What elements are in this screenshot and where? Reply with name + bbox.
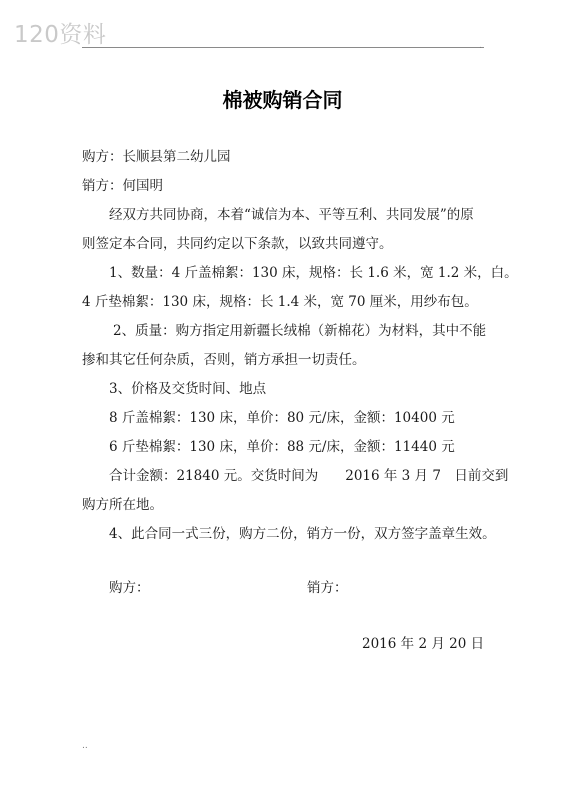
intro-line-1: 经双方共同协商，本着“诚信为本、平等互利、共同发展”的原 <box>109 207 474 223</box>
clause1-line-2: 4 斤垫棉絮：130 床，规格：长 1.4 米，宽 70 厘米，用纱布包。 <box>82 294 478 310</box>
clause3-item-2: 6 斤垫棉絮：130 床，单价：88 元/床，金额：11440 元 <box>109 439 455 455</box>
buyer-line: 购方：长顺县第二幼儿园 <box>82 149 231 165</box>
clause2-line-2: 掺和其它任何杂质，否则，销方承担一切责任。 <box>82 352 366 368</box>
clause3-heading: 3、价格及交货时间、地点 <box>109 381 267 397</box>
contract-date: 2016 年 2 月 20 日 <box>362 636 485 652</box>
clause2-line-1: 2、质量：购方指定用新疆长绒棉（新棉花）为材料，其中不能 <box>113 323 487 339</box>
header-mark: . <box>479 41 482 51</box>
footer-mark: .. <box>82 741 88 751</box>
clause1-line-1: 1、数量：4 斤盖棉絮：130 床，规格：长 1.6 米，宽 1.2 米，白。 <box>109 265 518 281</box>
intro-line-2: 则签定本合同，共同约定以下条款，以致共同遵守。 <box>82 236 393 252</box>
clause3-item-1: 8 斤盖棉絮：130 床，单价：80 元/床，金额：10400 元 <box>109 410 455 426</box>
watermark-logo: 120资料 <box>14 22 107 48</box>
clause3-total-cont: 购方所在地。 <box>82 497 163 513</box>
header-rule <box>82 47 484 48</box>
clause4-line: 4、此合同一式三份，购方二份，销方一份，双方签字盖章生效。 <box>109 526 496 542</box>
seller-line: 销方：何国明 <box>82 178 163 194</box>
seller-signature-label: 销方： <box>307 580 348 596</box>
contract-title: 棉被购销合同 <box>222 88 343 112</box>
buyer-signature-label: 购方： <box>109 580 150 596</box>
clause3-total: 合计金额：21840 元。交货时间为 2016 年 3 月 7 日前交到 <box>109 468 509 484</box>
